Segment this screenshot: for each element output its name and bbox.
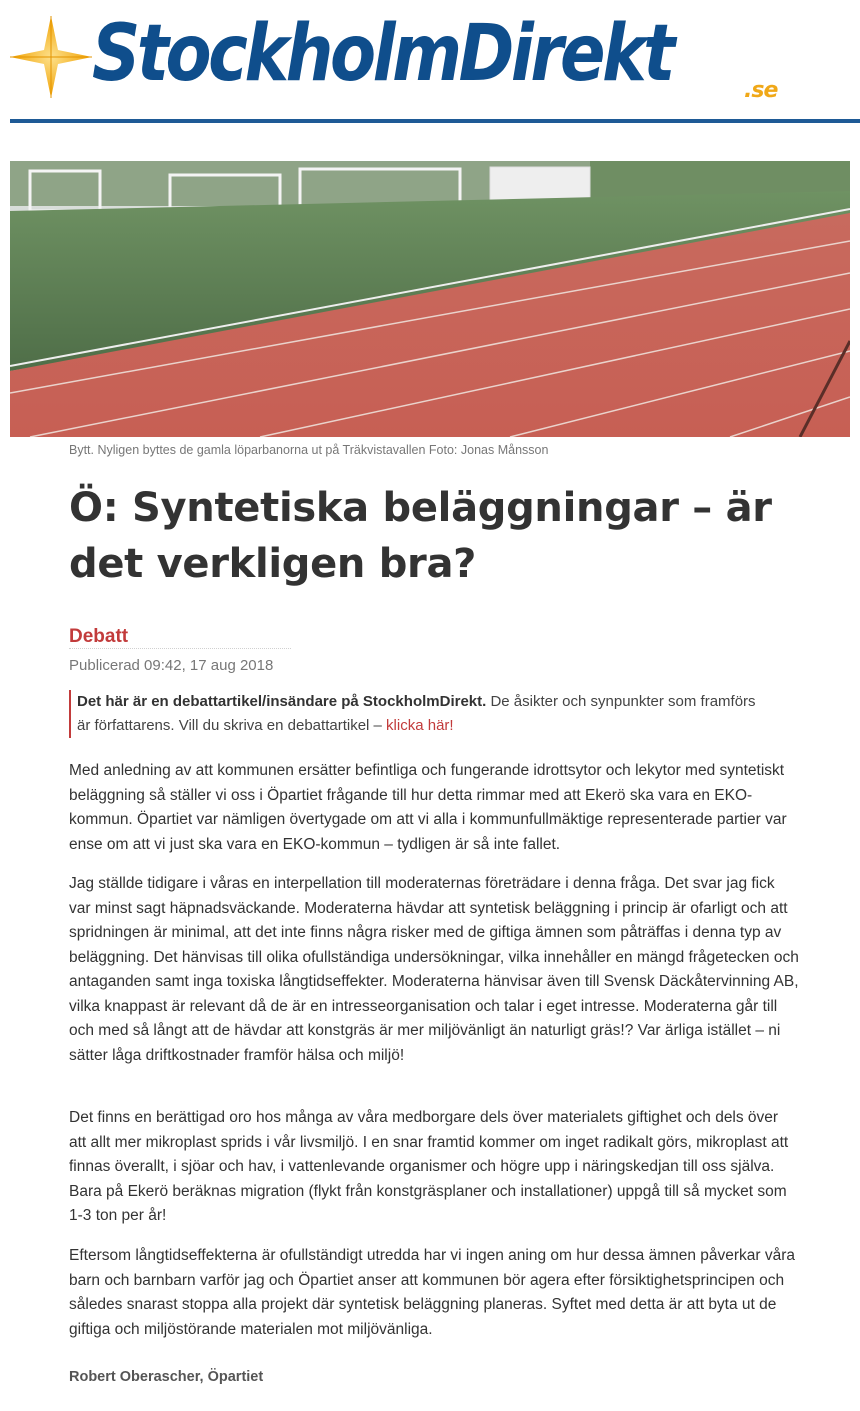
article-category[interactable]: Debatt (69, 626, 129, 647)
disclaimer-lead: Det här är en debattartikel/insändare på StockholmDirekt. (77, 693, 487, 710)
article-paragraph: Med anledning av att kommunen ersätter befintliga och fungerande idrottsytor och lekytor med syntetiskt beläggning så ställer vi oss i Öpartiet frågande till hur detta rimmar med att Ekerö ska vara en EKO-kommun. Öpartiet var nämligen övertygade om att vi alla i kommunfullmäktige representerade partier var ense om att vi just ska vara en EKO-kommun – tydligen är så inte fallet. (69, 762, 787, 853)
header-divider (10, 119, 860, 123)
published-timestamp: Publicerad 09:42, 17 aug 2018 (69, 657, 274, 674)
category-divider (69, 648, 291, 649)
debate-disclaimer (69, 690, 757, 738)
write-debate-link[interactable]: klicka här! (386, 717, 454, 734)
site-logo-tld: .se (744, 78, 778, 103)
article-author: Robert Oberascher, Öpartiet (69, 1369, 264, 1385)
article-paragraph: Det finns en berättigad oro hos många av våra medborgare dels över materialets giftighet och dels över att allt mer mikroplast sprids i vår livsmiljö. I en snar framtid kommer om inget radikalt görs, mikroplast att finnas överallt, i sjöar och hav, i vattenlevande organismer och högre upp i näringskedjan till oss själva. Bara på Ekerö beräknas migration (flykt från konstgräsplaner och installationer) uppgå till så mycket som 1-3 ton per år! (69, 1109, 789, 1224)
image-caption: Bytt. Nyligen byttes de gamla löparbanorna ut på Träkvistavallen Foto: Jonas Månsson (69, 443, 549, 457)
article-paragraph: Eftersom långtidseffekterna är ofullständigt utredda har vi ingen aning om hur dessa ämnen påverkar våra barn och barnbarn varför jag och Öpartiet anser att kommunen bör agera efter försiktighetsprincipen och således snarast stoppa alla projekt där syntetisk beläggning planeras. Syftet med detta är att byta ut de giftiga och miljöstörande materialen mot miljövänliga. (69, 1247, 796, 1338)
article-hero-image (10, 161, 850, 437)
site-header (0, 0, 860, 125)
disclaimer-text: De åsikter och synpunkter som framförs är författarens. Vill du skriva en debattartikel – (77, 693, 756, 734)
compass-star-icon[interactable] (8, 14, 94, 100)
article-paragraph: Jag ställde tidigare i våras en interpellation till moderaternas företrädare i denna fråga. Det svar jag fick var minst sagt häpnadsväckande. Moderaterna hävdar att syntetisk beläggning i princip är ofarligt och att spridningen är minimal, att det inte finns några risker med de giftiga ämnen som påträffas i denna typ av beläggning. Det hänvisas till olika ofullständiga undersökningar, vilka innehåller en mängd frågetecken och antaganden samt inga toxiska långtidseffekter. Moderaterna hänvisar även till Svensk Däckåtervinning AB, vilka knappast är relevant då de är en intresseorganisation och talar i eget intresse. Moderaterna går till och med så långt att de hävdar att konstgräs är mer miljövänligt än naturligt gräs!? Var ärliga istället – ni sätter låga driftkostnader framför hälsa och miljö! (69, 875, 799, 1064)
site-logo[interactable]: StockholmDirekt (92, 9, 672, 99)
article-title: Ö: Syntetiska beläggningar – är det verkligen bra? (69, 485, 772, 587)
running-track-photo (10, 161, 850, 437)
